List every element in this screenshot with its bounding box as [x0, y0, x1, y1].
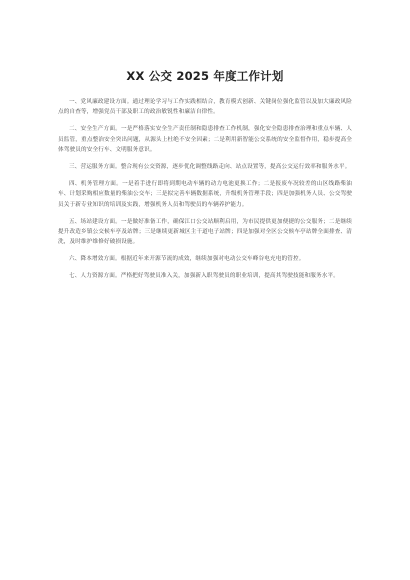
paragraph-cost-reduction: 六、降本增效方面。根据近年来开源节流的成效，继续加强对电动公交车峰谷电充电的管控。: [69, 256, 305, 263]
paragraph-safety-production: 二、安全生产方面。一是严格落实安全生产责任制和隐患排查工作机制，强化安全隐患排查治理和重点车辆、人员监管，重点整治安全突出问题，从源头上杜绝不安全因素；二是利用新智能公交系统的安全监督作用，稳步提高全体驾驶员的安全行车、文明服务意识。: [58, 126, 352, 154]
document-title: XX 公交 2025 年度工作计划: [126, 69, 284, 83]
paragraph-human-resources: 七、人力资源方面。严格把好驾驶员准入关，加强新入职驾驶员的职业培训，提高其驾驶技能和服务水平。: [69, 273, 339, 280]
paragraph-station-construction: 五、场站建设方面。一是做好准备工作，确保江口公交站顺利启用，为市民提供更加便捷的公交服务；二是继续提升改造乡镇公交候车亭及站牌；三是继续更新城区主干道电子站牌；四是加强对全区公交候车亭站牌全面排查、清洗，及时维护维修好破损设施。: [58, 218, 352, 246]
paragraph-party-conduct: 一、党风廉政建设方面。通过理论学习与工作实践相结合，教育模式创新、关键岗位强化监管以及加大廉政风险点的自查等，增强党员干部及职工的政治敏锐性和廉洁自律性。: [58, 99, 352, 116]
paragraph-vehicle-maintenance: 四、机务管理方面。一是着手进行即将到期电动车辆的动力电池更换工作；二是报废车况较差的山区线路柴油车、计划采购相应数量的柴油公交车；三是拟完善车辆数据系统，升级机务管理手段；四是加强机务人员、公交驾驶员关于新专业知识的培训及实践，增强机务人员和驾驶员的车辆养护能力。: [58, 180, 352, 208]
paragraph-operation-service: 三、营运服务方面。整合现有公交资源，逐步优化调整线路走向、站点设置等，提高公交运行效率和服务水平。: [69, 164, 351, 171]
